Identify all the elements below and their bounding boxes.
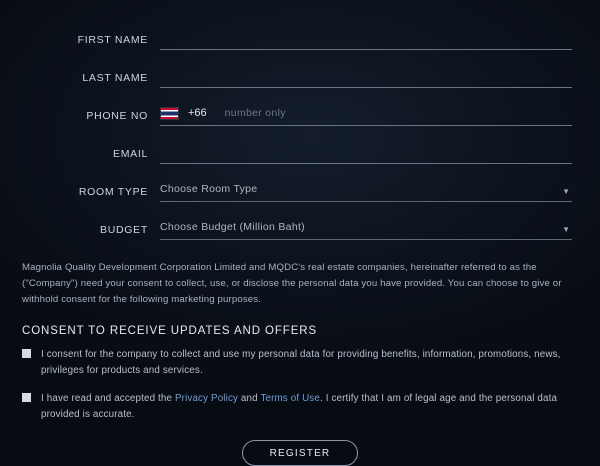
- chevron-down-icon: ▼: [562, 225, 570, 234]
- consent-checkbox-row-terms[interactable]: [22, 391, 574, 422]
- consent-marketing-text: I consent for the company to collect and use my personal data for providing benefits, information, promotions, news, privileges for products and services.: [41, 349, 561, 377]
- form-row-budget: [22, 208, 572, 240]
- consent-paragraph: Magnolia Quality Development Corporation Limited and MQDC's real estate companies, hereinafter referred to as the ("Company") need your consent to collect, use, or disclose the personal data you have provided. You can choose to give or withhold consent for the following marketing purposes.: [22, 262, 562, 305]
- form-row-first-name: [22, 18, 572, 50]
- thailand-flag-icon: [160, 107, 179, 120]
- register-button[interactable]: REGISTER: [242, 440, 358, 466]
- email-input[interactable]: [160, 139, 572, 164]
- terms-text-and: and: [238, 392, 261, 404]
- privacy-policy-link[interactable]: Privacy Policy: [174, 392, 239, 404]
- register-button-container: [0, 440, 600, 466]
- chevron-down-icon: ▼: [562, 187, 570, 196]
- terms-text-part1: I have read and accepted the: [41, 392, 175, 404]
- budget-value: Choose Budget (Million Baht): [160, 221, 305, 233]
- form-row-phone: [22, 94, 572, 126]
- room-type-label: ROOM TYPE: [78, 186, 148, 198]
- form-row-room-type: [22, 170, 572, 202]
- budget-label: BUDGET: [100, 224, 148, 236]
- consent-section-title: CONSENT TO RECEIVE UPDATES AND OFFERS: [22, 325, 318, 338]
- phone-input[interactable]: [160, 101, 572, 126]
- last-name-input[interactable]: [160, 63, 572, 88]
- first-name-input[interactable]: [160, 25, 572, 50]
- first-name-label: FIRST NAME: [77, 34, 148, 46]
- terms-of-use-link[interactable]: Terms of Use: [260, 392, 320, 404]
- consent-terms-text: [41, 391, 574, 422]
- consent-checkbox-row-marketing[interactable]: [22, 347, 574, 378]
- terms-text-part2: . I certify that I am of legal age and the personal data provided is accurate.: [41, 392, 558, 420]
- email-label: EMAIL: [112, 148, 148, 160]
- phone-placeholder: number only: [224, 107, 286, 119]
- form-row-last-name: [22, 56, 572, 88]
- form-row-email: [22, 132, 572, 164]
- checkbox-terms[interactable]: [22, 393, 31, 402]
- checkbox-marketing[interactable]: [22, 349, 31, 358]
- phone-dial-code: +66: [188, 107, 207, 119]
- last-name-label: LAST NAME: [82, 72, 148, 84]
- phone-label: PHONE NO: [86, 110, 148, 122]
- room-type-select[interactable]: [160, 177, 572, 202]
- budget-select[interactable]: [160, 215, 572, 240]
- room-type-value: Choose Room Type: [160, 183, 258, 195]
